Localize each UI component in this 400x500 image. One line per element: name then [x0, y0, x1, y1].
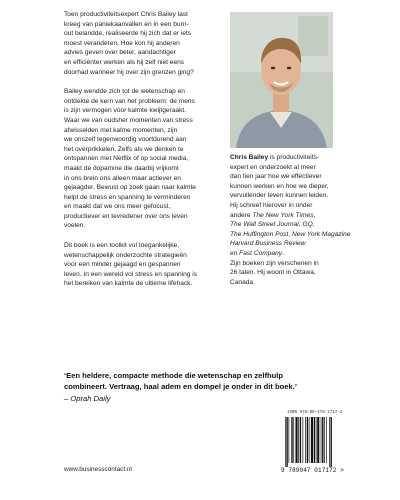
bio-separator: .: [282, 249, 284, 257]
barcode-bar: [298, 417, 299, 463]
body-line: we onszelf tegenwoordig voortdurend aan: [64, 136, 187, 144]
barcode-bar: [314, 417, 315, 463]
barcode-bar: [309, 417, 310, 463]
publication-title: Fast Company: [239, 249, 283, 257]
bio-line: [230, 211, 340, 221]
body-line: afwisselden met kalme momenten, zijn: [64, 126, 178, 134]
intro-paragraph: [64, 10, 224, 77]
publication-title: Harvard Business Review: [230, 240, 306, 248]
bio-line: 26 talen. Hij woont in Ottawa,: [230, 269, 316, 277]
intro-line: out belandde, realiseerde hij zich dat er iets: [64, 30, 192, 38]
barcode-bar: [329, 417, 330, 467]
intro-line: moest veranderen. Hoe kon hij anderen: [64, 39, 180, 47]
quote-source: – Oprah Daily: [64, 394, 111, 403]
body-line: gejaagder. Bewust op zoek gaan naar kalmte: [64, 184, 196, 192]
barcode-bars: [283, 417, 347, 467]
barcode-bar: [324, 417, 325, 463]
barcode-bar: [321, 417, 322, 463]
publisher-website: www.businesscontact.nl: [64, 466, 132, 473]
body-line: Waar we van oudsher momenten van stress: [64, 116, 193, 124]
publication-title: GQ: [302, 221, 313, 229]
blurb-column: [64, 10, 224, 299]
bio-line: [230, 249, 340, 259]
toolkit-line: Dit boek is een toolkit vol toegankelijke,: [64, 242, 180, 250]
author-name: Chris Bailey: [230, 154, 269, 161]
bio-line: Canada.: [230, 278, 255, 286]
intro-line: advies geven over beter, aandachtiger: [64, 49, 176, 57]
bio-text: andere: [230, 211, 251, 219]
barcode-bar: [291, 417, 292, 463]
isbn-number: ISBN 978-90-470-1717-2: [287, 411, 343, 415]
barcode-bar: [289, 417, 290, 463]
barcode-bar: [307, 417, 308, 463]
author-bio: [230, 153, 351, 287]
bio-line: dan tien jaar hoe we effectiever: [230, 173, 322, 181]
body-line: en maakt dat we ons meer gefocust,: [64, 203, 171, 211]
body-line: voelen.: [64, 222, 86, 230]
bio-line: [230, 239, 340, 249]
bio-line: [230, 230, 351, 240]
barcode-bar: [311, 417, 313, 463]
barcode-bar: [296, 417, 298, 463]
barcode-bar: [326, 417, 327, 463]
bio-line: Hij schreef hierover in onder: [230, 201, 313, 209]
intro-line: en efficiënter werken als hij zelf niet eens: [64, 58, 185, 66]
bio-line: [230, 220, 340, 230]
barcode-bar: [300, 417, 301, 463]
author-portrait-image: [230, 12, 333, 148]
barcode-bar: [317, 417, 319, 463]
body-line: helpt de stress en spanning te verminderen: [64, 193, 191, 201]
barcode-bar: [293, 417, 294, 463]
barcode-bar: [285, 417, 286, 467]
body-line: ontspannen met Netflix of op social media,: [64, 155, 189, 163]
author-photo: [230, 12, 333, 148]
barcode-digits: 9 789047 017172 >: [281, 467, 344, 474]
quote-line: combineert. Vertraag, haal adem en dompel je onder in dit boek.’: [64, 382, 297, 391]
body-line: het overprikkelen. Zelfs als we denken te: [64, 145, 184, 153]
publication-title: New York Magazine: [291, 230, 351, 238]
toolkit-line: wetenschappelijk onderzochte strategieën: [64, 251, 187, 259]
bio-line: kunnen werken en hoe we dieper,: [230, 182, 329, 190]
bio-first-line: [230, 153, 340, 163]
bio-separator: ,: [298, 221, 303, 229]
bio-separator: en: [230, 249, 240, 257]
barcode-bar: [331, 417, 332, 467]
bio-separator: ,: [288, 230, 292, 238]
bio-line: expert en onderzoekt al meer: [230, 163, 316, 171]
toolkit-line: het bereiken van kalmte de ultieme lifehack.: [64, 280, 193, 288]
toolkit-paragraph: [64, 241, 224, 289]
publication-title: The New York Times: [252, 211, 314, 219]
bio-text: is productiviteits-: [268, 154, 320, 161]
barcode-bar: [322, 417, 323, 463]
body-line: is zijn vermogen voor kalmte kwijtgeraakt.: [64, 107, 187, 115]
barcode-bar: [286, 417, 287, 467]
barcode-image: [283, 417, 347, 467]
toolkit-line: leven. In een wereld vol stress en spanning is: [64, 270, 198, 278]
body-line: in ons brein ons alleen maar actiever en: [64, 174, 181, 182]
endorsement-quote: [64, 370, 364, 404]
barcode-bar: [303, 417, 304, 463]
body-line: ontdekte de kern van het probleem: de mens: [64, 97, 195, 105]
body-line: Bailey wendde zich tot de wetenschap en: [64, 88, 185, 96]
barcode-bar: [305, 417, 306, 463]
intro-line: doorhad wanneer hij over zijn grenzen ging?: [64, 68, 194, 76]
body-paragraph: [64, 87, 224, 231]
publication-title: The Wall Street Journal: [230, 221, 299, 229]
bio-separator: ,: [313, 211, 316, 219]
barcode-bar: [316, 417, 317, 463]
intro-line: kreeg van paniekaanvallen en in een burn-: [64, 20, 189, 28]
quote-line: ‘Een heldere, compacte methode die wetenschap en zelfhulp: [64, 371, 284, 380]
publication-title: The Huffington Post: [230, 230, 289, 238]
bio-separator: ,: [312, 221, 315, 229]
toolkit-line: voor een minder gejaagd en gespannen: [64, 261, 181, 269]
bio-line: vervullender leven kunnen leiden.: [230, 192, 329, 200]
intro-line: Toen productiviteitsexpert Chris Bailey last: [64, 11, 188, 18]
bio-line: Zijn boeken zijn verschenen in: [230, 259, 319, 267]
body-line: productiever en tevredener over ons leven: [64, 212, 188, 220]
body-line: maakt de dopamine die daarbij vrijkomt: [64, 164, 179, 172]
